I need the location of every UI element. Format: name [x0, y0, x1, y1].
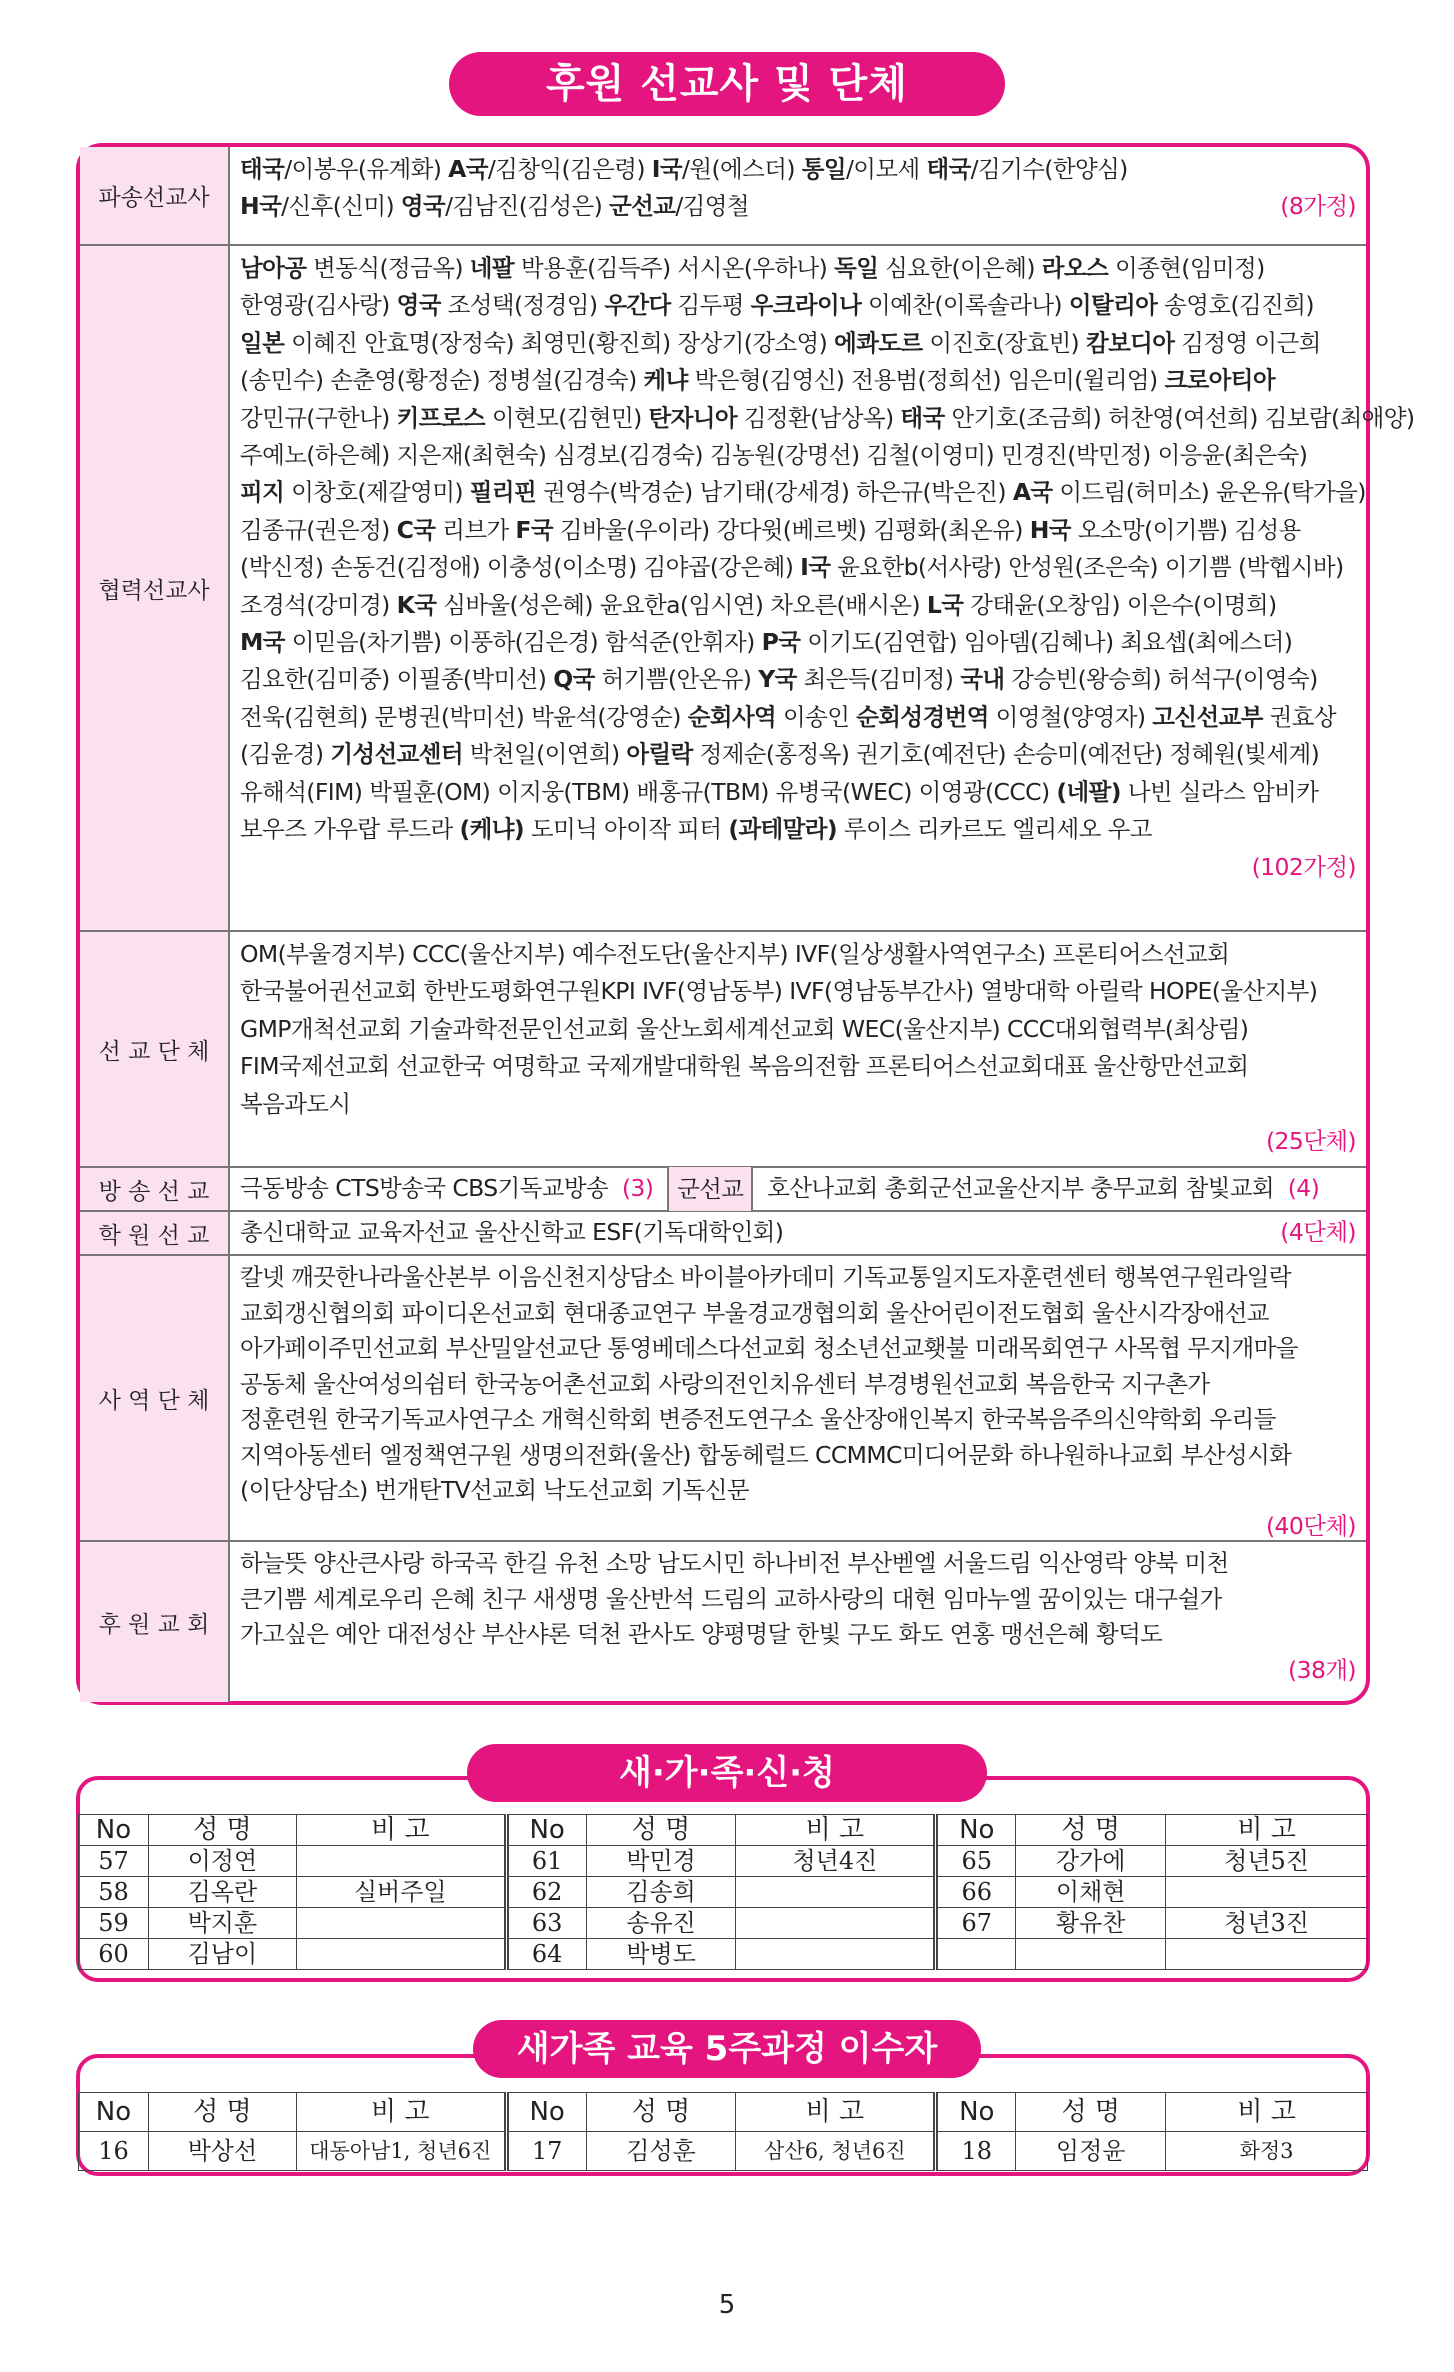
table-row: [79, 1846, 1368, 1877]
new-family-title: 새·가·족·신·청: [467, 1744, 987, 1802]
table-cell: 64: [506, 1939, 586, 1970]
table-cell: 58: [79, 1877, 149, 1908]
table-cell: [1166, 1877, 1368, 1908]
row-label: 사 역 단 체: [80, 1256, 230, 1540]
row-label: 학 원 선 교: [80, 1212, 230, 1254]
table-cell: 박병도: [586, 1939, 736, 1970]
content-line: (김윤경) 기성선교센터 박천일(이연희) 아릴락 정제순(홍정옥) 권기호(예전단) 손승미(예전단) 정혜원(빛세계): [240, 740, 1320, 769]
col-header: 비 고: [296, 1815, 506, 1846]
row-content: [240, 936, 1356, 1160]
row-content: [240, 151, 1356, 226]
education-table: [78, 2092, 1368, 2171]
table-cell: 화정3: [1166, 2132, 1368, 2171]
content-line: 김요한(김미중) 이필종(박미선) Q국 허기쁨(안온유) Y국 최은득(김미정) 국내 강승빈(왕승희) 허석구(이영숙): [240, 665, 1318, 694]
content-line: 지역아동센터 엘정책연구원 생명의전화(울산) 합동헤럴드 CCMMC미디어문화 하나원하나교회 부산성시화: [240, 1440, 1292, 1469]
content-line: 아가페이주민선교회 부산밀알선교단 통영베데스다선교회 청소년선교횃불 미래목회연구 사목협 무지개마을: [240, 1334, 1298, 1362]
table-cell: [736, 1939, 936, 1970]
row-cooperating-missionaries: [80, 246, 1415, 932]
table-cell: 청년5진: [1166, 1846, 1368, 1877]
table-cell: 61: [506, 1846, 586, 1877]
row-supporting-churches: [80, 1542, 1366, 1702]
education-title: 새가족 교육 5주과정 이수자: [473, 2020, 981, 2078]
count-label: (38개): [1288, 1655, 1356, 1684]
table-cell: [296, 1908, 506, 1939]
table-cell: 17: [506, 2132, 586, 2171]
content-line: 유해석(FIM) 박필훈(OM) 이지웅(TBM) 배홍규(TBM) 유병국(WEC) 이영광(CCC) (네팔) 나빈 실라스 암비카: [240, 777, 1319, 806]
content-line: 보우즈 가우랍 루드라 (케냐) 도미닉 아이작 피터 (과테말라) 루이스 리카르도 엘리세오 우고: [240, 815, 1152, 844]
content-line: FIM국제선교회 선교한국 여명학교 국제개발대학원 복음의전함 프론티어스선교회대표 울산항만선교회: [240, 1052, 1249, 1081]
row-dispatch-missionaries: [80, 147, 1366, 246]
col-header: No: [936, 2093, 1016, 2132]
broadcast-count: (3): [621, 1174, 654, 1203]
col-header: No: [506, 1815, 586, 1846]
content-line: 정훈련원 한국기독교사연구소 개혁신학회 변증전도연구소 울산장애인복지 한국복음주의신약학회 우리들: [240, 1405, 1276, 1433]
content-line: 주예노(하은혜) 지은재(최현숙) 심경보(김경숙) 김농원(강명선) 김철(이영미) 민경진(박민정) 이응윤(최은숙): [240, 441, 1308, 470]
count-label: (40단체): [1265, 1511, 1356, 1540]
col-header: 비 고: [1166, 2093, 1368, 2132]
row-label: 협력선교사: [80, 246, 230, 930]
content-line: (송민수) 손춘영(황정순) 정병설(김경숙) 케냐 박은형(김영신) 전용범(정희선) 임은미(윌리엄) 크로아티아: [240, 366, 1275, 395]
row-label: 파송선교사: [80, 147, 230, 244]
military-text: 호산나교회 총회군선교울산지부 충무교회 참빛교회: [767, 1174, 1274, 1203]
content-line: 태국/이봉우(유계화) A국/김창익(김은령) I국/원(에스더) 통일/이모세 태국/김기수(한양심): [240, 155, 1128, 183]
row-content: [240, 1168, 1356, 1210]
table-row: [79, 1877, 1368, 1908]
row-label: 선 교 단 체: [80, 932, 230, 1166]
table-cell: 박민경: [586, 1846, 736, 1877]
page-title: 후원 선교사 및 단체: [449, 52, 1005, 116]
content-line: 복음과도시: [240, 1089, 351, 1118]
content-line: 큰기쁨 세계로우리 은혜 친구 새생명 울산반석 드림의 교하사랑의 대현 임마누엘 꿈이있는 대구쉴가: [240, 1584, 1222, 1613]
content-line: (박신정) 손동건(김정애) 이충성(이소명) 김야곱(강은혜) I국 윤요한b(서사랑) 안성원(조은숙) 이기쁨 (박헵시바): [240, 553, 1344, 582]
table-cell: 대동아남1, 청년6진: [296, 2132, 506, 2171]
table-cell: 임정윤: [1016, 2132, 1166, 2171]
row-label: 방 송 선 교: [80, 1168, 230, 1210]
table-row: [79, 2132, 1368, 2171]
table-cell: 59: [79, 1908, 149, 1939]
table-cell: [736, 1877, 936, 1908]
content-line: H국/신후(신미) 영국/김남진(김성은) 군선교/김영철 (8가정): [240, 192, 1356, 221]
col-header: 성 명: [586, 1815, 736, 1846]
col-header: 성 명: [148, 2093, 296, 2132]
military-count: (4): [1287, 1174, 1320, 1203]
table-cell: 18: [936, 2132, 1016, 2171]
content-line: 김종규(권은정) C국 리브가 F국 김바울(우이라) 강다윗(베르벳) 김평화(최온유) H국 오소망(이기쁨) 김성용: [240, 515, 1301, 544]
new-family-table: [78, 1814, 1368, 1970]
broadcast-text: 극동방송 CTS방송국 CBS기독교방송: [240, 1174, 609, 1203]
col-header: 성 명: [148, 1815, 296, 1846]
table-cell: 이채현: [1016, 1877, 1166, 1908]
col-header: 성 명: [586, 2093, 736, 2132]
col-header: No: [936, 1815, 1016, 1846]
content-line: 한국불어권선교회 한반도평화연구원KPI IVF(영남동부) IVF(영남동부간사) 열방대학 아릴락 HOPE(울산지부): [240, 977, 1318, 1006]
table-cell: [296, 1846, 506, 1877]
military-label: 군선교: [667, 1167, 753, 1211]
table-cell: 60: [79, 1939, 149, 1970]
table-cell: 청년4진: [736, 1846, 936, 1877]
col-header: No: [506, 2093, 586, 2132]
table-cell: 박상선: [148, 2132, 296, 2171]
table-cell: 강가에: [1016, 1846, 1166, 1877]
table-cell: 김남이: [148, 1939, 296, 1970]
table-cell: 청년3진: [1166, 1908, 1368, 1939]
table-cell: 김송희: [586, 1877, 736, 1908]
content-line: 전욱(김현희) 문병권(박미선) 박윤석(강영순) 순회사역 이송인 순회성경번역 이영철(양영자) 고신선교부 권효상: [240, 702, 1336, 731]
content-line: GMP개척선교회 기술과학전문인선교회 울산노회세계선교회 WEC(울산지부) CCC대외협력부(최상림): [240, 1014, 1249, 1043]
row-broadcast-mission: [80, 1168, 1366, 1212]
row-ministry-organizations: [80, 1256, 1366, 1542]
content-line: 교회갱신협의회 파이디온선교회 현대종교연구 부울경교갱협의회 울산어린이전도협회 울산시각장애선교: [240, 1298, 1269, 1327]
table-cell: 이정연: [148, 1846, 296, 1877]
table-cell: 삼산6, 청년6진: [736, 2132, 936, 2171]
content-line: M국 이믿음(차기쁨) 이풍하(김은경) 함석준(안휘자) P국 이기도(김연합) 임아뎀(김혜나) 최요셉(최에스더): [240, 628, 1293, 657]
content-line: 하늘뜻 양산큰사랑 하국곡 한길 유천 소망 남도시민 하나비전 부산벧엘 서울드림 익산영락 양북 미천: [240, 1549, 1229, 1577]
table-cell: 김성훈: [586, 2132, 736, 2171]
table-cell: 57: [79, 1846, 149, 1877]
col-header: No: [79, 2093, 149, 2132]
table-cell: 62: [506, 1877, 586, 1908]
page-number: 5: [718, 2290, 736, 2320]
content-line: 일본 이혜진 안효명(장정숙) 최영민(황진희) 장상기(강소영) 에콰도르 이진호(장효빈) 캄보디아 김정영 이근희: [240, 328, 1321, 357]
table-cell: 송유진: [586, 1908, 736, 1939]
table-cell: 67: [936, 1908, 1016, 1939]
school-text: 총신대학교 교육자선교 울산신학교 ESF(기독대학인회): [240, 1218, 784, 1246]
content-line: 칼넷 깨끗한나라울산본부 이음신천지상담소 바이블아카데미 기독교통일지도자훈련센터 행복연구원라일락: [240, 1263, 1291, 1291]
school-count: (4단체): [1280, 1218, 1356, 1246]
table-row: [79, 1939, 1368, 1970]
col-header: 비 고: [736, 2093, 936, 2132]
content-line: 한영광(김사랑) 영국 조성택(정경임) 우간다 김두평 우크라이나 이예찬(이록솔라나) 이탈리아 송영호(김진희): [240, 291, 1314, 320]
content-line: 공동체 울산여성의쉼터 한국농어촌선교회 사랑의전인치유센터 부경병원선교회 복음한국 지구촌가: [240, 1369, 1210, 1398]
row-content: [240, 1546, 1356, 1688]
count-label: (25단체): [1265, 1127, 1356, 1156]
table-cell: [1016, 1939, 1166, 1970]
content-line: 조경석(강미경) K국 심바울(성은혜) 윤요한a(임시연) 차오른(배시온) L국 강태윤(오창임) 이은수(이명희): [240, 590, 1277, 619]
table-cell: 16: [79, 2132, 149, 2171]
content-line: OM(부울경지부) CCC(울산지부) 예수전도단(울산지부) IVF(일상생활사역연구소) 프론티어스선교회: [240, 940, 1230, 968]
table-cell: [296, 1939, 506, 1970]
table-cell: [936, 1939, 1016, 1970]
table-cell: 황유찬: [1016, 1908, 1166, 1939]
table-cell: [736, 1908, 936, 1939]
col-header: 비 고: [296, 2093, 506, 2132]
col-header: 성 명: [1016, 1815, 1166, 1846]
row-content: [240, 1260, 1356, 1544]
content-line: (이단상담소) 번개탄TV선교회 낙도선교회 기독신문: [240, 1476, 749, 1504]
content-line: 강민규(구한나) 키프로스 이현모(김현민) 탄자니아 김정환(남상옥) 태국 안기호(조금희) 허찬영(여선희) 김보람(최애양): [240, 403, 1415, 432]
content-line: 피지 이창호(제갈영미) 필리핀 권영수(박경순) 남기태(강세경) 하은규(박은진) A국 이드림(허미소) 윤온유(탁가을): [240, 478, 1366, 507]
row-campus-mission: [80, 1212, 1366, 1256]
table-cell: 박지훈: [148, 1908, 296, 1939]
table-cell: 66: [936, 1877, 1016, 1908]
content-line: 가고싶은 예안 대전성산 부산샤론 덕천 관사도 양평명달 한빛 구도 화도 연홍 맹선은혜 황덕도: [240, 1620, 1163, 1648]
row-content: [240, 250, 1415, 886]
table-cell: 65: [936, 1846, 1016, 1877]
col-header: 비 고: [736, 1815, 936, 1846]
col-header: 비 고: [1166, 1815, 1368, 1846]
row-mission-organizations: [80, 932, 1366, 1168]
col-header: 성 명: [1016, 2093, 1166, 2132]
col-header: No: [79, 1815, 149, 1846]
row-label: 후 원 교 회: [80, 1542, 230, 1702]
table-cell: [1166, 1939, 1368, 1970]
table-cell: 김옥란: [148, 1877, 296, 1908]
table-cell: 실버주일: [296, 1877, 506, 1908]
row-content: [240, 1214, 1356, 1251]
table-cell: 63: [506, 1908, 586, 1939]
table-row: [79, 1908, 1368, 1939]
content-line: 남아공 변동식(정금옥) 네팔 박용훈(김득주) 서시온(우하나) 독일 심요한(이은혜) 라오스 이종현(임미정): [240, 254, 1265, 282]
count-label: (102가정): [1251, 852, 1356, 881]
support-table: [76, 143, 1415, 1705]
